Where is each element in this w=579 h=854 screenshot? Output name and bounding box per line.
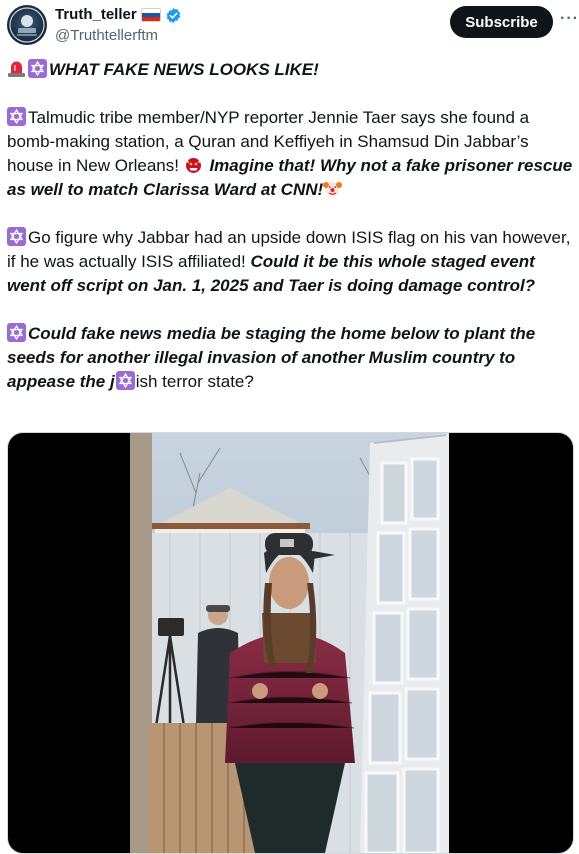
avatar[interactable] bbox=[7, 5, 47, 45]
star-of-david-icon bbox=[116, 371, 135, 390]
crest-icon bbox=[7, 5, 47, 45]
paragraph-4-bold: Could fake news media be staging the home below to plant the seeds for another illegal invasion of another Muslim country to appease the j bbox=[7, 324, 536, 391]
video-thumbnail[interactable] bbox=[130, 433, 449, 853]
verified-badge-icon bbox=[165, 7, 182, 24]
tweet-header bbox=[7, 5, 579, 47]
russia-flag-icon bbox=[141, 8, 161, 22]
display-name[interactable]: Truth_teller bbox=[55, 6, 137, 23]
paragraph-4-text: ish terror state? bbox=[135, 372, 254, 391]
tweet-text bbox=[7, 58, 575, 418]
clown-face-icon bbox=[323, 179, 342, 198]
video-frame bbox=[130, 433, 449, 853]
star-of-david-icon bbox=[7, 323, 26, 342]
star-of-david-icon bbox=[28, 59, 47, 78]
tweet-headline: WHAT FAKE NEWS LOOKS LIKE! bbox=[49, 60, 319, 79]
subscribe-button[interactable]: Subscribe bbox=[450, 6, 553, 38]
siren-icon bbox=[7, 59, 26, 78]
tweet-line-1 bbox=[7, 58, 575, 82]
paragraph-3-bold: Could it be this whole staged event went off script on Jan. 1, 2025 and Taer is doing damage control? bbox=[7, 252, 536, 295]
star-of-david-icon bbox=[7, 227, 26, 246]
paragraph-3-text: Go figure why Jabbar had an upside down ISIS flag on his van however, if he was actually ISIS affiliated! bbox=[7, 228, 571, 271]
more-options-icon[interactable]: ··· bbox=[560, 10, 579, 27]
media-video[interactable] bbox=[7, 432, 574, 854]
star-of-david-icon bbox=[7, 107, 26, 126]
paragraph-2-text: Talmudic tribe member/NYP reporter Jennie Taer says she found a bomb-making station, a Quran and Keffiyeh in Shamsud Din Jabbar’s house in New Orleans! bbox=[7, 108, 530, 175]
tweet-paragraph-4 bbox=[7, 322, 575, 394]
user-handle[interactable]: @Truthtellerftm bbox=[55, 27, 159, 44]
tweet-paragraph-2 bbox=[7, 106, 575, 202]
paragraph-2-bold: Imagine that! Why not a fake prisoner rescue as well to match Clarissa Ward at CNN! bbox=[7, 156, 573, 199]
oni-mask-icon bbox=[184, 155, 203, 174]
tweet-paragraph-3 bbox=[7, 226, 575, 298]
